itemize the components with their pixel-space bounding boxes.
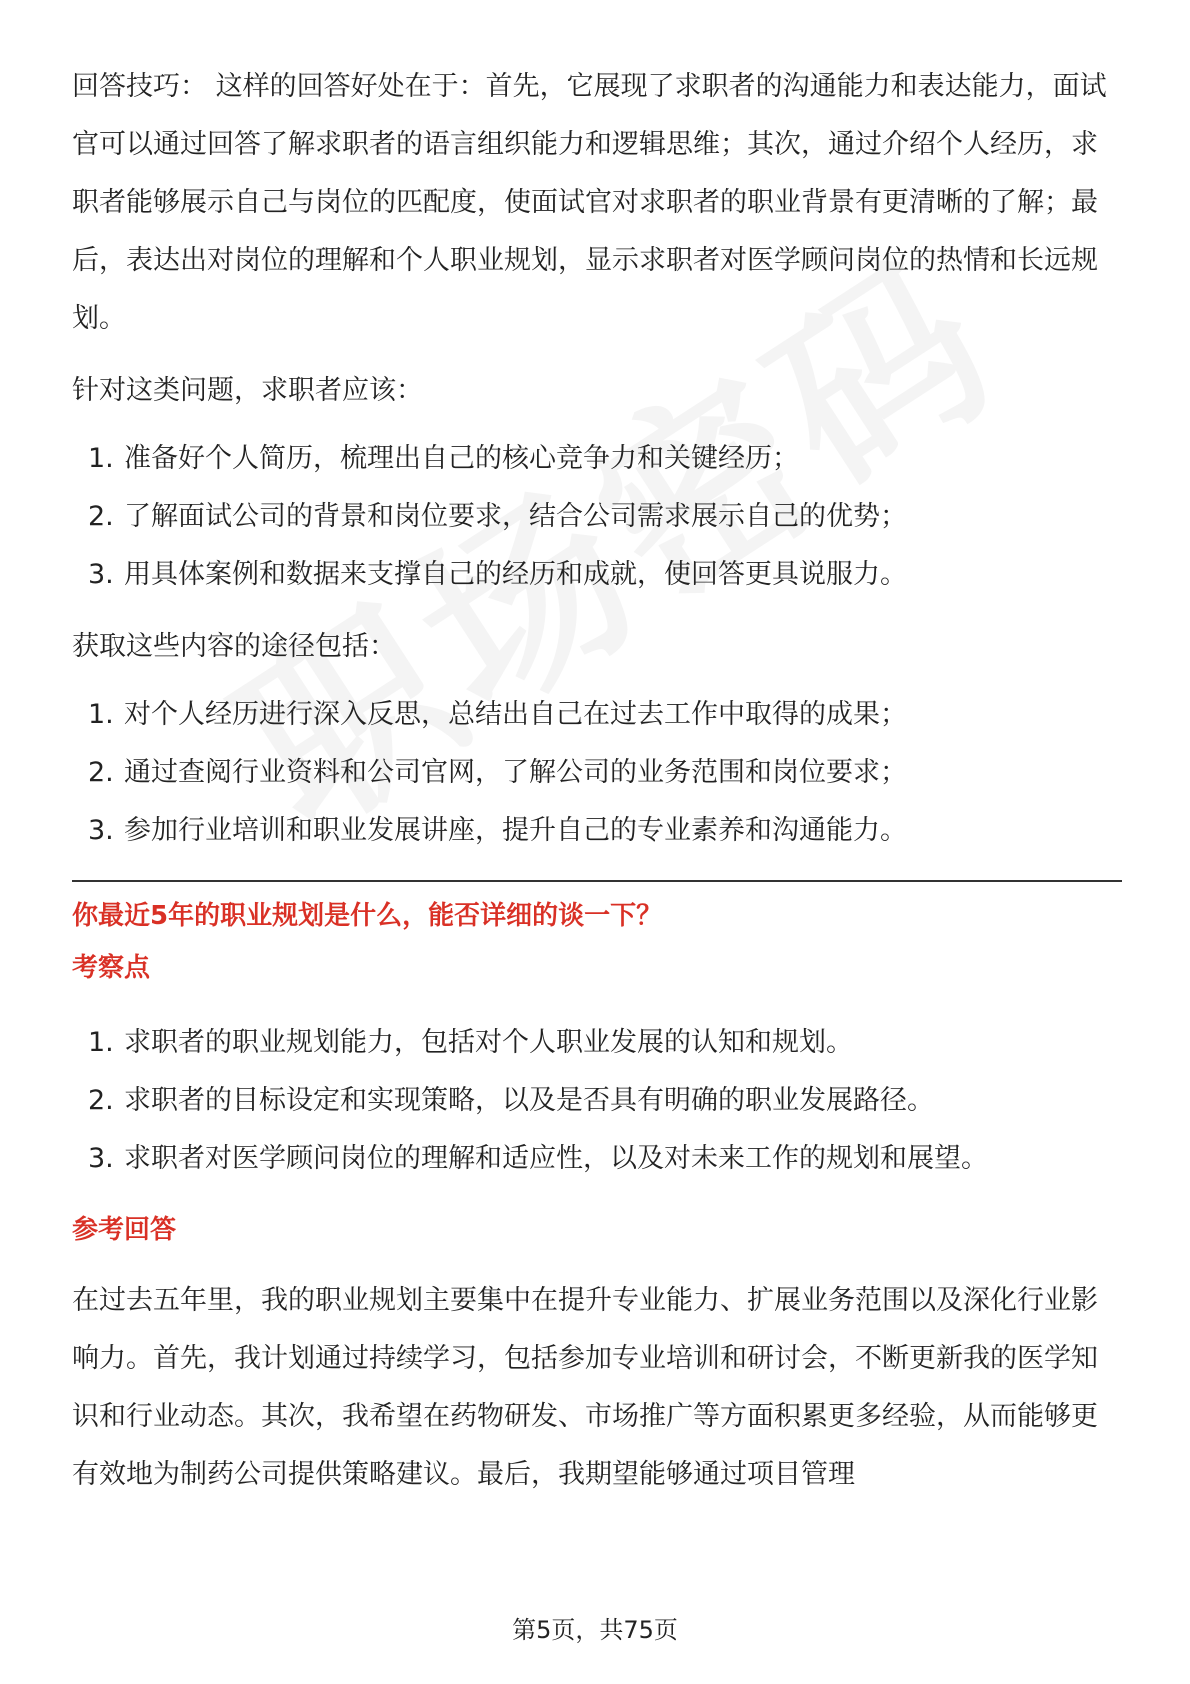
list-item — [72, 1130, 1122, 1188]
list-number: 1. — [88, 443, 114, 474]
question-heading: 你最近5年的职业规划是什么，能否详细的谈一下？ — [72, 901, 663, 931]
section-divider — [72, 880, 1122, 882]
list-text: 通过查阅行业资料和公司官网，了解公司的业务范围和岗位要求； — [124, 757, 907, 788]
answer-title: 参考回答 — [72, 1215, 177, 1245]
list-text: 用具体案例和数据来支撑自己的经历和成就，使回答更具说服力。 — [124, 559, 907, 590]
list-item — [72, 488, 1122, 546]
list-text: 求职者对医学顾问岗位的理解和适应性，以及对未来工作的规划和展望。 — [124, 1143, 988, 1174]
list-number: 2. — [88, 757, 114, 788]
should-list — [72, 430, 1122, 604]
list-text: 求职者的职业规划能力，包括对个人职业发展的认知和规划。 — [124, 1027, 853, 1058]
list-number: 3. — [88, 559, 114, 590]
list-text: 对个人经历进行深入反思，总结出自己在过去工作中取得的成果； — [124, 699, 907, 730]
list-number: 2. — [88, 1085, 114, 1116]
list-item — [72, 430, 1122, 488]
list-number: 3. — [88, 815, 114, 846]
page-number: 第5页，共75页 — [512, 1616, 678, 1644]
list-text: 了解面试公司的背景和岗位要求，结合公司需求展示自己的优势； — [124, 501, 907, 532]
list-item — [72, 1014, 1122, 1072]
list-number: 3. — [88, 1143, 114, 1174]
should-intro: 针对这类问题，求职者应该： — [72, 375, 423, 406]
list-item — [72, 744, 1122, 802]
list-item — [72, 802, 1122, 860]
ways-intro: 获取这些内容的途径包括： — [72, 631, 396, 662]
ways-list — [72, 686, 1122, 860]
list-text: 参加行业培训和职业发展讲座，提升自己的专业素养和沟通能力。 — [124, 815, 907, 846]
answer-paragraph: 在过去五年里，我的职业规划主要集中在提升专业能力、扩展业务范围以及深化行业影响力。首先，我计划通过持续学习，包括参加专业培训和研讨会，不断更新我的医学知识和行业动态。其次，我希望在药物研发、市场推广等方面积累更多经验，从而能够更有效地为制药公司提供策略建议。最后，我期望能够通过项目管理 — [72, 1285, 1098, 1490]
list-item — [72, 1072, 1122, 1130]
focus-list — [72, 1014, 1122, 1188]
list-item — [72, 546, 1122, 604]
list-number: 2. — [88, 501, 114, 532]
list-text: 求职者的目标设定和实现策略，以及是否具有明确的职业发展路径。 — [124, 1085, 934, 1116]
list-text: 准备好个人简历，梳理出自己的核心竞争力和关键经历； — [124, 443, 799, 474]
list-item — [72, 686, 1122, 744]
page-content — [72, 58, 1122, 1504]
tips-paragraph: 回答技巧： 这样的回答好处在于：首先，它展现了求职者的沟通能力和表达能力，面试官可以通过回答了解求职者的语言组织能力和逻辑思维；其次，通过介绍个人经历，求职者能够展示自己与岗位的匹配度，使面试官对求职者的职业背景有更清晰的了解；最后，表达出对岗位的理解和个人职业规划，显示求职者对医学顾问岗位的热情和长远规划。 — [72, 71, 1107, 334]
list-number: 1. — [88, 1027, 114, 1058]
list-number: 1. — [88, 699, 114, 730]
focus-title: 考察点 — [72, 953, 151, 983]
